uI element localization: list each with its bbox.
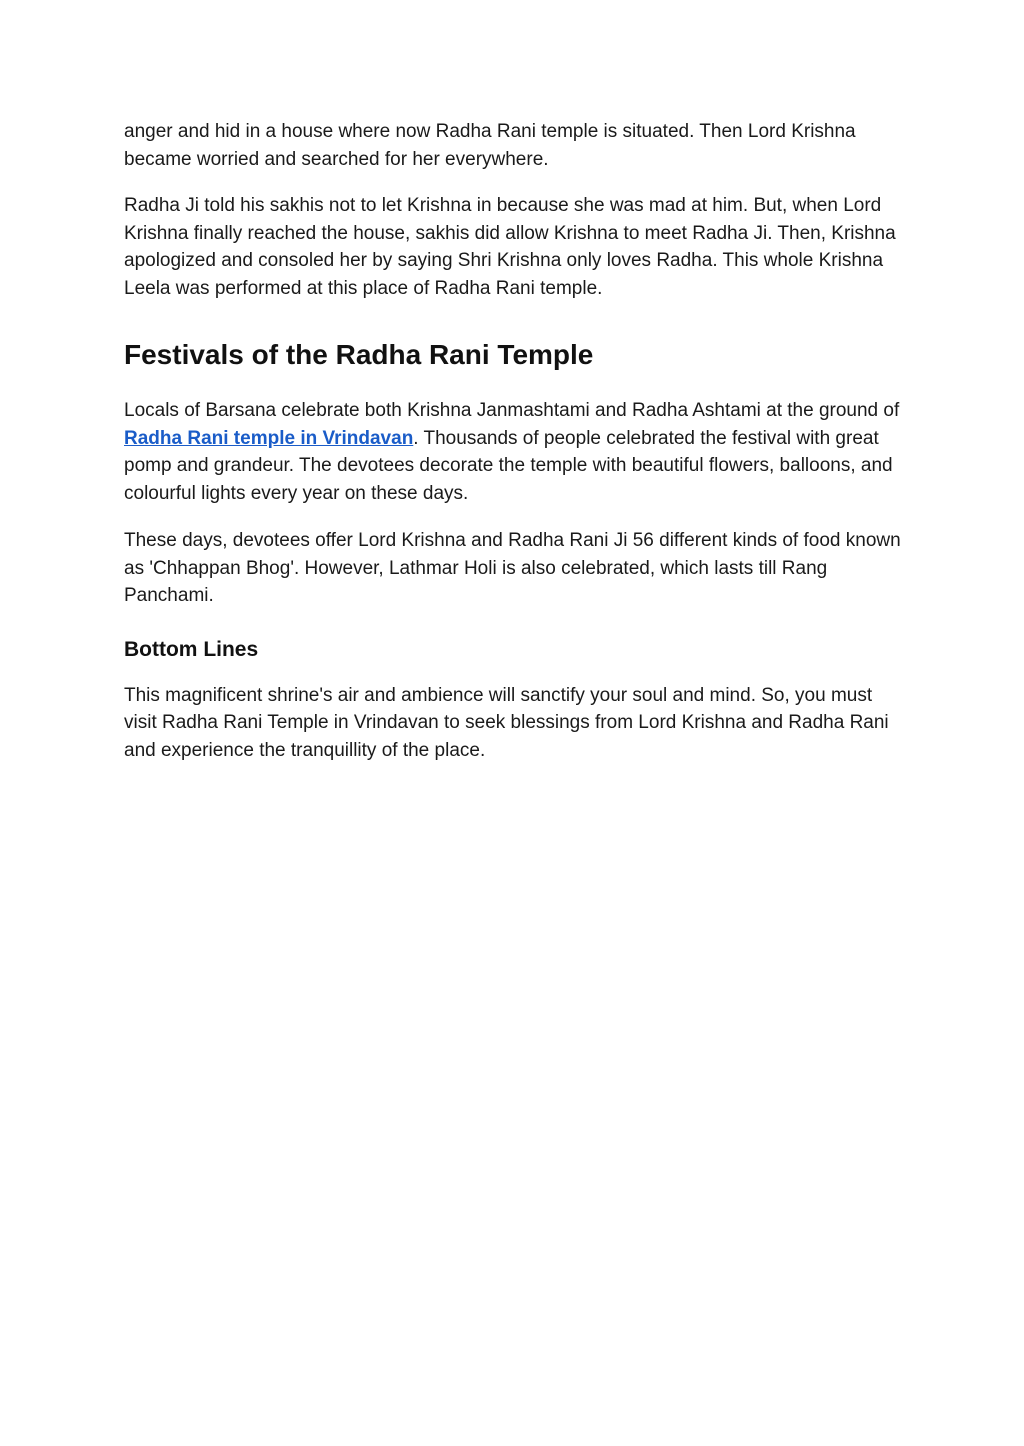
festivals-paragraph-text-start: Locals of Barsana celebrate both Krishna Janmashtami and Radha Ashtami at the ground of [124,400,900,421]
conclusion-paragraph: This magnificent shrine's air and ambience will sanctify your soul and mind. So, you must visit Radha Rani Temple in Vrindavan to seek blessings from Lord Krishna and Radha Rani and experience the tranquillity of the place. [124,684,889,761]
story-paragraph: Radha Ji told his sakhis not to let Krishna in because she was mad at him. But, when Lord Krishna finally reached the house, sakhis did allow Krishna to meet Radha Ji. Then, Krishna apologized and consoled her by saying Shri Krishna only loves Radha. This whole Krishna Leela was performed at this place of Radha Rani temple. [124,195,896,299]
chhappan-bhog-paragraph: These days, devotees offer Lord Krishna and Radha Rani Ji 56 different kinds of food known as 'Chhappan Bhog'. However, Lathmar Holi is also celebrated, which lasts till Rang Panchami. [124,530,901,606]
festivals-paragraph [124,397,904,507]
festivals-heading: Festivals of the Radha Rani Temple [124,339,594,370]
intro-paragraph: anger and hid in a house where now Radha Rani temple is situated. Then Lord Krishna became worried and searched for her everywhere. [124,121,856,170]
document-page [124,118,904,764]
radha-rani-temple-link[interactable]: Radha Rani temple in Vrindavan [124,427,414,449]
festivals-paragraph-text-end: . Thousands of people celebrated the festival with great pomp and grandeur. The devotees decorate the temple with beautiful flowers, balloons, and colourful lights every year on these days. [124,427,893,504]
bottom-lines-heading: Bottom Lines [124,637,259,661]
